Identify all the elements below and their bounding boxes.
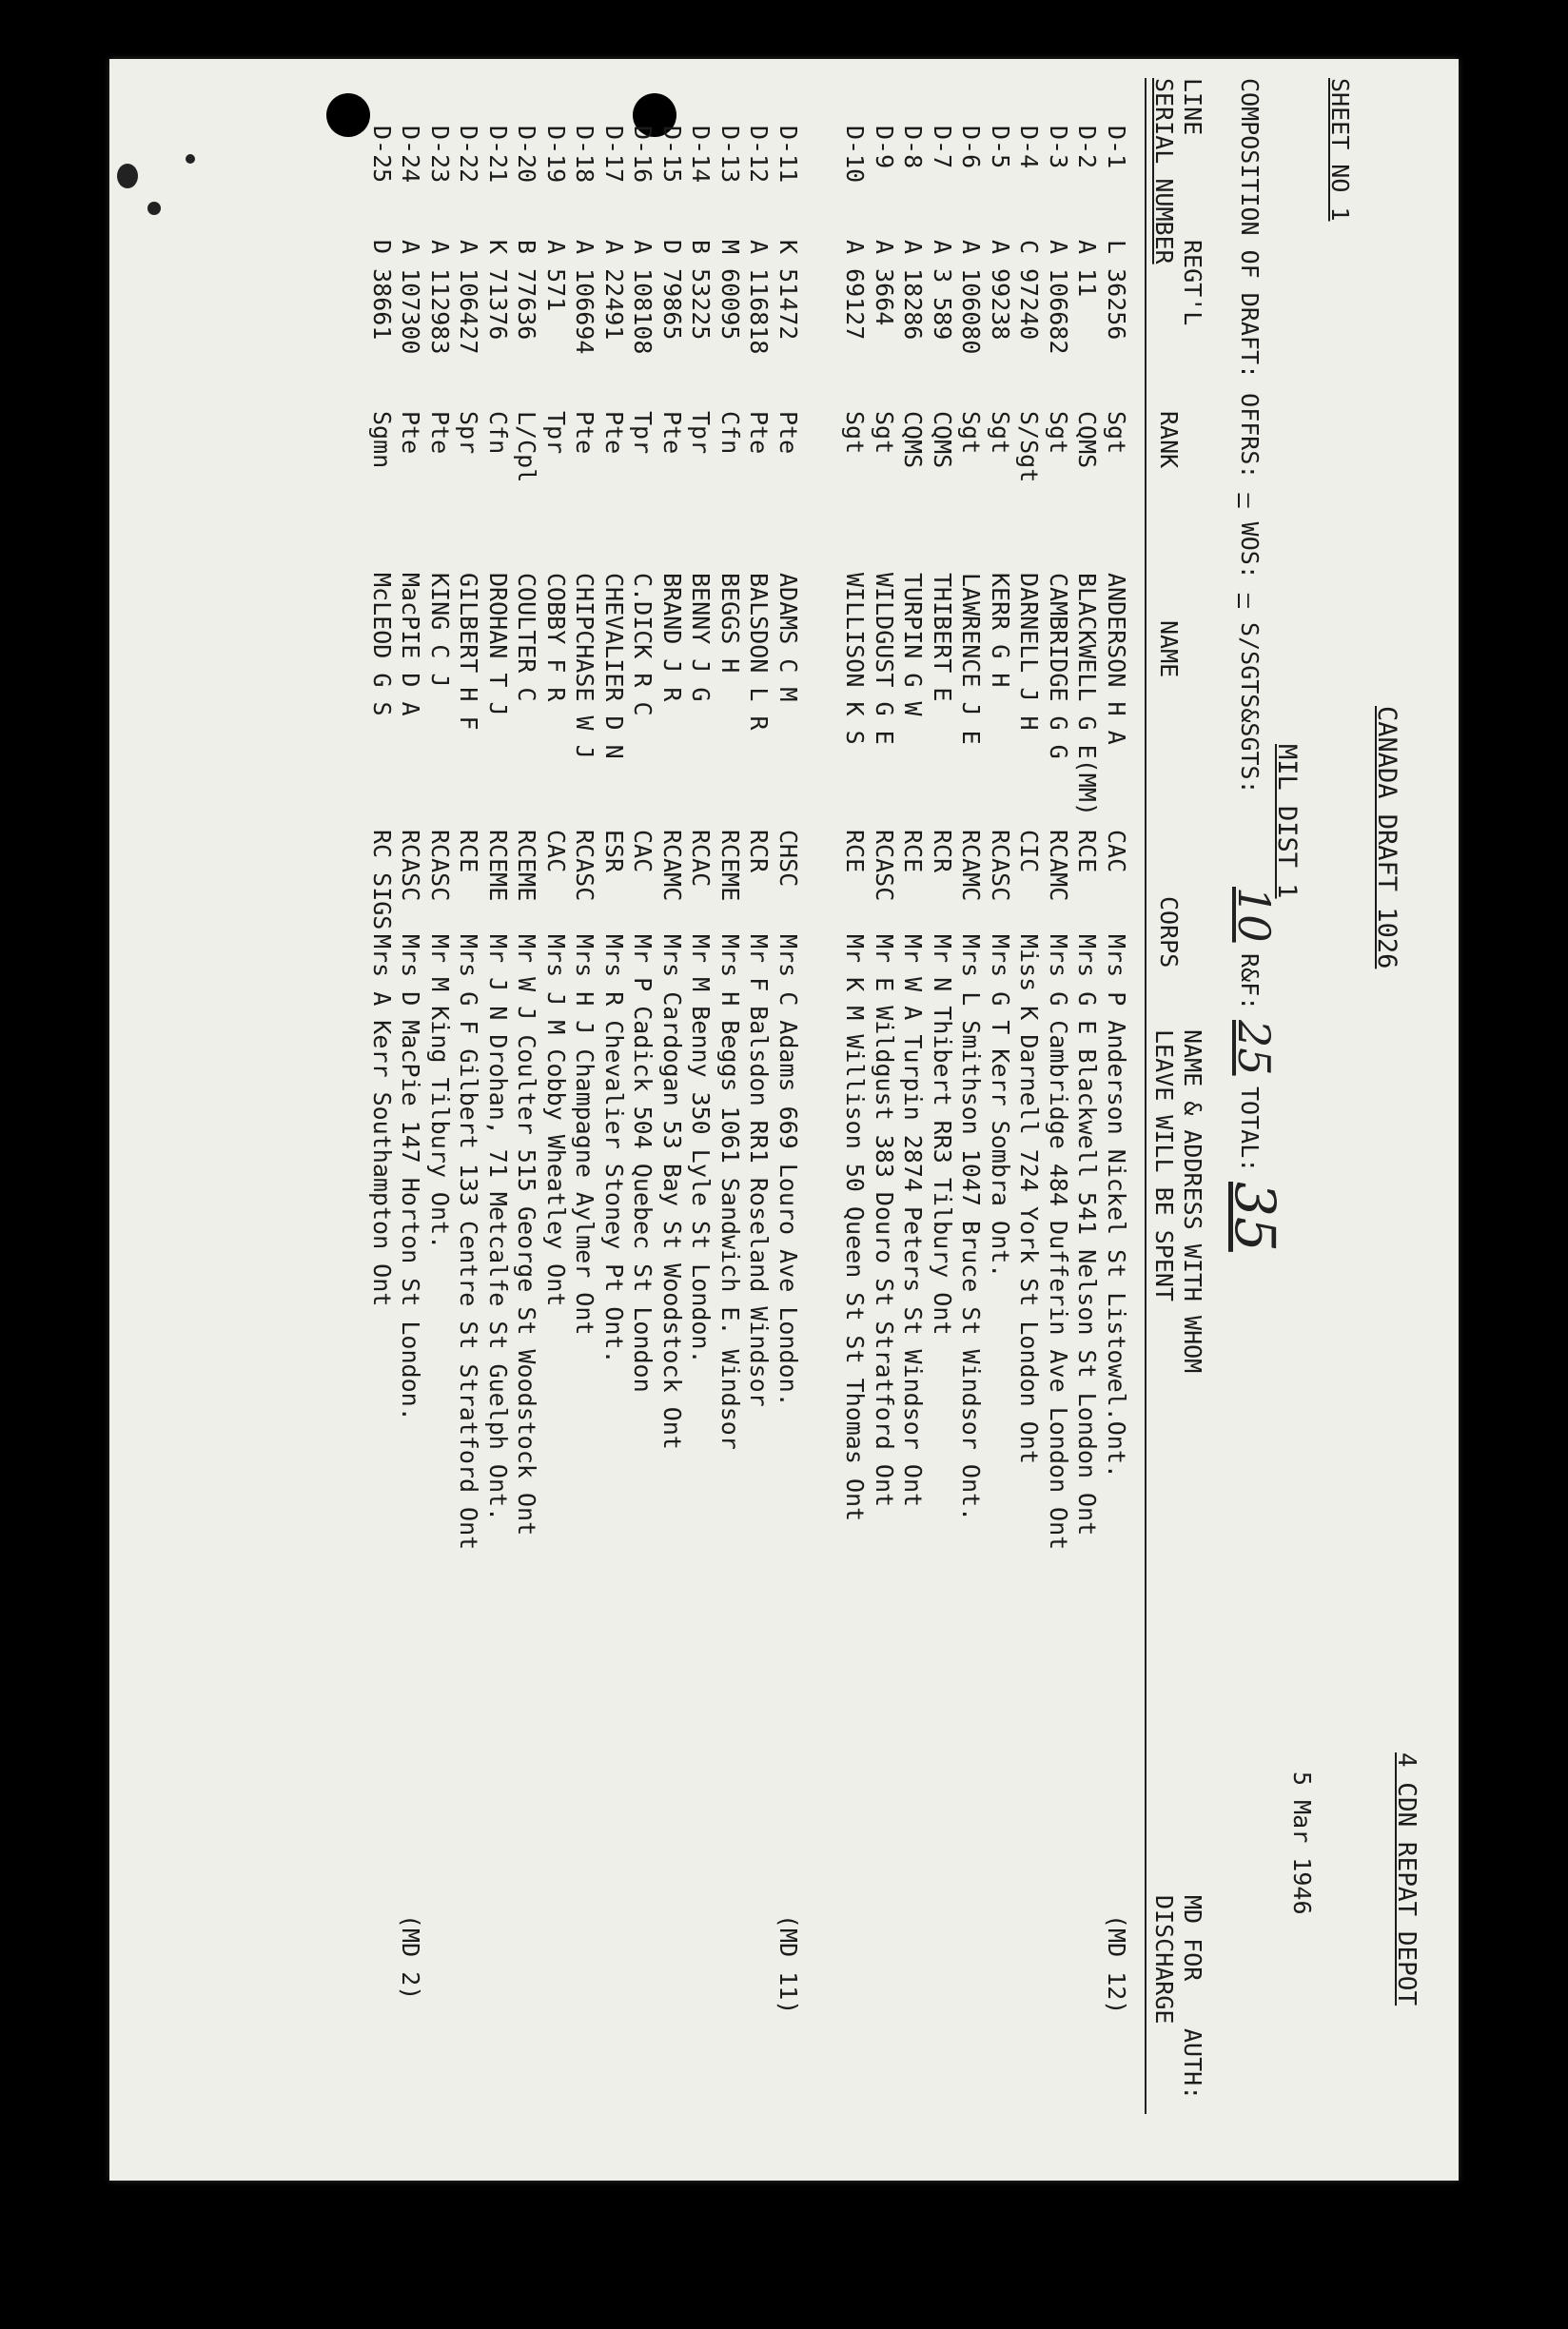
soldier-name: ADAMS C M [774, 573, 802, 702]
corps: RCASC [397, 830, 425, 902]
soldier-name: THIBERT E [929, 573, 956, 702]
corps: RCR [929, 830, 956, 873]
line-number: D-2 [1073, 126, 1102, 169]
line-number: D-20 [513, 126, 541, 184]
table-row [367, 126, 396, 1933]
rank: Sgt [957, 411, 986, 455]
serial-number: A 107300 [397, 240, 425, 355]
soldier-name: DARNELL J H [1015, 573, 1044, 731]
header-md-1: MD FOR [1179, 1895, 1206, 1982]
serial-number: D 79865 [658, 240, 686, 341]
table-row [1073, 126, 1102, 1933]
serial-number: A 3664 [871, 240, 898, 326]
rank: CQMS [929, 411, 956, 469]
serial-number: A 106080 [957, 240, 986, 355]
leave-address: Mrs J M Cobby Wheatley Ont [542, 934, 570, 1307]
serial-number: A 69127 [841, 240, 870, 341]
rank: CQMS [1073, 411, 1102, 469]
header-regtl: REGT'L [1179, 240, 1206, 326]
header-serial: SERIAL NUMBER [1150, 78, 1178, 264]
soldier-name: C.DICK R C [629, 573, 657, 716]
header-corps: CORPS [1155, 896, 1183, 969]
sgts-value: 10 [1228, 887, 1280, 943]
wos-label: WOS: [1236, 521, 1264, 579]
line-number: D-4 [1015, 126, 1044, 169]
soldier-name: WILLISON K S [841, 573, 870, 745]
leave-address: Mrs H J Champagne Aylmer Ont [571, 934, 599, 1336]
corps: RCEME [716, 830, 744, 902]
line-number: D-6 [957, 126, 986, 169]
table-row [657, 126, 686, 1933]
line-number: D-11 [774, 126, 802, 184]
leave-address: Mr K M Willison 50 Queen St St Thomas Ont [841, 934, 870, 1522]
rank: Sgt [987, 411, 1014, 455]
leave-address: Mr W J Coulter 515 George St Woodstock Ont [513, 934, 541, 1536]
line-number: D-1 [1103, 126, 1130, 169]
table-row [928, 126, 956, 1933]
soldier-name: BALSDON L R [745, 573, 774, 731]
soldier-name: CHIPCHASE W J [571, 573, 599, 759]
leave-address: Mrs H Beggs 1061 Sandwich E. Windsor [716, 934, 744, 1450]
table-row [687, 126, 715, 1933]
rank: S/Sgt [1015, 411, 1044, 483]
rank: Sgmn [368, 411, 396, 469]
corps: RCE [899, 830, 928, 873]
serial-number: K 71376 [484, 240, 512, 341]
serial-number: B 77636 [513, 240, 541, 341]
rf-label: R&F: [1236, 953, 1264, 1011]
leave-address: Mrs R Chevalier Stoney Pt Ont. [600, 934, 628, 1364]
line-number: D-12 [745, 126, 774, 184]
leave-address: Mr W A Turpin 2874 Peters St Windsor Ont [899, 934, 928, 1508]
rank: Tpr [687, 411, 715, 455]
rf-value: 25 [1228, 1020, 1280, 1076]
leave-address: Mr N Thibert RR3 Tilbury Ont [929, 934, 956, 1336]
corps: RC SIGS [368, 830, 396, 930]
table-row [986, 126, 1014, 1933]
corps: CAC [1103, 830, 1130, 873]
table-row [483, 126, 512, 1933]
serial-number: A 108108 [629, 240, 657, 355]
corps: RCASC [426, 830, 454, 902]
line-number: D-13 [716, 126, 744, 184]
leave-address: Mr E Wildgust 383 Douro St Stratford Ont [871, 934, 898, 1508]
leave-address: Mrs G Cambridge 484 Dufferin Ave London Ont [1045, 934, 1072, 1551]
table-row [774, 126, 802, 2015]
serial-number: A 116818 [745, 240, 774, 355]
line-number: D-9 [871, 126, 898, 169]
line-number: D-25 [368, 126, 396, 184]
rank: CQMS [899, 411, 928, 469]
corps: CAC [629, 830, 657, 873]
corps: RCAMC [658, 830, 686, 902]
line-number: D-7 [929, 126, 956, 169]
table-row [715, 126, 744, 1933]
corps: RCASC [987, 830, 1014, 902]
rank: Sgt [1103, 411, 1130, 455]
soldier-name: LAWRENCE J E [957, 573, 986, 745]
leave-address: Mr M King Tilbury Ont. [426, 934, 454, 1250]
soldier-name: BEGGS H [716, 573, 744, 674]
serial-number: A 3 589 [929, 240, 956, 341]
stamp: 4 CDN REPAT DEPOT [1392, 1752, 1421, 2006]
table-row [571, 126, 599, 1933]
serial-number: M 60095 [716, 240, 744, 341]
soldier-name: COULTER C [513, 573, 541, 702]
line-number: D-22 [455, 126, 483, 184]
rank: Pte [658, 411, 686, 455]
discharge-district: (MD 12) [1103, 1914, 1130, 2015]
table-row [513, 126, 541, 1933]
rank: Pte [397, 411, 425, 455]
line-number: D-18 [571, 126, 599, 184]
date: 5 Mar 1946 [1288, 1771, 1316, 1915]
header-line: LINE [1179, 78, 1206, 136]
line-number: D-10 [841, 126, 870, 184]
soldier-name: WILDGUST G E [871, 573, 898, 745]
serial-number: L 36256 [1103, 240, 1130, 341]
rank: Pte [600, 411, 628, 455]
rank: Pte [571, 411, 599, 455]
soldier-name: KING C J [426, 573, 454, 688]
corps: RCE [455, 830, 483, 873]
composition-line [1236, 78, 1264, 794]
corps: CHSC [774, 830, 802, 888]
leave-address: Mrs G E Blackwell 541 Nelson St London Ont [1073, 934, 1102, 1536]
line-number: D-16 [629, 126, 657, 184]
district: MIL DIST 1 [1272, 744, 1302, 899]
leave-address: Miss K Darnell 724 York St London Ont [1015, 934, 1044, 1464]
serial-number: C 97240 [1015, 240, 1044, 341]
leave-address: Mr J N Drohan, 71 Metcalfe St Guelph Ont. [484, 934, 512, 1522]
leave-address: Mrs Cardogan 53 Bay St Woodstock Ont [658, 934, 686, 1450]
rank: Pte [426, 411, 454, 455]
corps: ESR [600, 830, 628, 873]
draft-title: CANADA DRAFT 1026 [1372, 706, 1401, 969]
serial-number: A 112983 [426, 240, 454, 355]
table-row [397, 126, 425, 2001]
corps: RCR [745, 830, 774, 873]
table-row [745, 126, 774, 1933]
table-row [870, 126, 898, 1933]
soldier-name: BRAND J R [658, 573, 686, 702]
serial-number: A 106427 [455, 240, 483, 355]
soldier-name: BLACKWELL G E(MM) [1073, 573, 1102, 816]
corps: RCEME [513, 830, 541, 902]
rank: Cfn [484, 411, 512, 455]
line-number: D-23 [426, 126, 454, 184]
soldier-name: CAMBRIDGE G G [1045, 573, 1072, 759]
line-number: D-3 [1045, 126, 1072, 169]
table-row [1102, 126, 1130, 2015]
composition-prefix: COMPOSITION OF DRAFT: [1236, 78, 1264, 380]
line-number: D-19 [542, 126, 570, 184]
soldier-name: BENNY J G [687, 573, 715, 702]
rank: L/Cpl [513, 411, 541, 483]
table-row [899, 126, 928, 1933]
sgts-label: S/SGTS&SGTS: [1236, 622, 1264, 794]
corps: RCE [841, 830, 870, 873]
leave-address: Mr F Balsdon RR1 Roseland Windsor [745, 934, 774, 1407]
corps: RCE [1073, 830, 1102, 873]
serial-number: A 106694 [571, 240, 599, 355]
table-row [1015, 126, 1044, 1933]
line-number: D-5 [987, 126, 1014, 169]
table-row [599, 126, 628, 1933]
corps: RCAMC [1045, 830, 1072, 902]
rotated-content [109, 59, 1459, 2181]
serial-number: K 51472 [774, 240, 802, 341]
header-rule [1145, 78, 1147, 2114]
corps: RCEME [484, 830, 512, 902]
rank: Sgt [841, 411, 870, 455]
table-row [425, 126, 454, 1933]
line-number: D-24 [397, 126, 425, 184]
serial-number: A 11 [1073, 240, 1102, 298]
line-number: D-15 [658, 126, 686, 184]
rank: Cfn [716, 411, 744, 455]
table-row [629, 126, 657, 1933]
discharge-district: (MD 2) [397, 1914, 425, 2001]
table-row [1044, 126, 1072, 1933]
line-number: D-8 [899, 126, 928, 169]
corps: CAC [542, 830, 570, 873]
serial-number: A 106682 [1045, 240, 1072, 355]
corps: RCASC [871, 830, 898, 902]
serial-number: A 99238 [987, 240, 1014, 341]
total-value: 35 [1223, 1182, 1287, 1252]
table-row [841, 126, 870, 1933]
table-row [957, 126, 986, 1933]
line-number: D-17 [600, 126, 628, 184]
rank: Pte [774, 411, 802, 455]
leave-address: Mrs A Kerr Southampton Ont [368, 934, 396, 1307]
rank: Sgt [1045, 411, 1072, 455]
header-kin-1: NAME & ADDRESS WITH WHOM [1179, 1029, 1206, 1374]
rank: Tpr [629, 411, 657, 455]
sheet-number: SHEET NO 1 [1326, 78, 1354, 222]
leave-address: Mrs L Smithson 1047 Bruce St Windsor Ont. [957, 934, 986, 1522]
header-kin-2: LEAVE WILL BE SPENT [1150, 1029, 1178, 1302]
leave-address: Mrs P Anderson Nickel St Listowel.Ont. [1103, 934, 1130, 1478]
offrs-value: — [1236, 493, 1264, 508]
soldier-name: DROHAN T J [484, 573, 512, 716]
rank: Pte [745, 411, 774, 455]
offrs-label: OFFRS: [1236, 393, 1264, 480]
soldier-name: ANDERSON H A [1103, 573, 1130, 745]
header-md-2: DISCHARGE [1150, 1895, 1178, 2025]
serial-number: A 18286 [899, 240, 928, 341]
rank: Spr [455, 411, 483, 455]
document-sheet [109, 59, 1459, 2181]
soldier-name: TURPIN G W [899, 573, 928, 716]
rank: Tpr [542, 411, 570, 455]
corps: CIC [1015, 830, 1044, 873]
total-label: TOTAL: [1236, 1086, 1264, 1173]
leave-address: Mrs D MacPie 147 Horton St London. [397, 934, 425, 1421]
soldier-name: GILBERT H F [455, 573, 483, 731]
header-rank: RANK [1155, 411, 1183, 469]
corps: RCAMC [957, 830, 986, 902]
soldier-name: KERR G H [987, 573, 1014, 688]
leave-address: Mrs C Adams 669 Louro Ave London. [774, 934, 802, 1407]
corps: RCAC [687, 830, 715, 888]
discharge-district: (MD 11) [774, 1914, 802, 2015]
line-number: D-21 [484, 126, 512, 184]
line-number: D-14 [687, 126, 715, 184]
serial-number: A 22491 [600, 240, 628, 341]
soldier-name: CHEVALIER D N [600, 573, 628, 759]
table-row [455, 126, 483, 1933]
corps: RCASC [571, 830, 599, 902]
rank: Sgt [871, 411, 898, 455]
header-auth: AUTH: [1179, 2028, 1206, 2101]
leave-address: Mr P Cadick 504 Quebec St London [629, 934, 657, 1393]
leave-address: Mr M Benny 350 Lyle St London. [687, 934, 715, 1364]
header-name: NAME [1155, 620, 1183, 678]
table-row [541, 126, 570, 1933]
serial-number: D 38661 [368, 240, 396, 341]
soldier-name: MacPIE D A [397, 573, 425, 716]
leave-address: Mrs G F Gilbert 133 Centre St Stratford Ont [455, 934, 483, 1551]
serial-number: B 53225 [687, 240, 715, 341]
soldier-name: COBBY F R [542, 573, 570, 702]
wos-value: — [1236, 593, 1264, 608]
serial-number: A 571 [542, 240, 570, 312]
soldier-name: McLEOD G S [368, 573, 396, 716]
leave-address: Mrs G T Kerr Sombra Ont. [987, 934, 1014, 1279]
